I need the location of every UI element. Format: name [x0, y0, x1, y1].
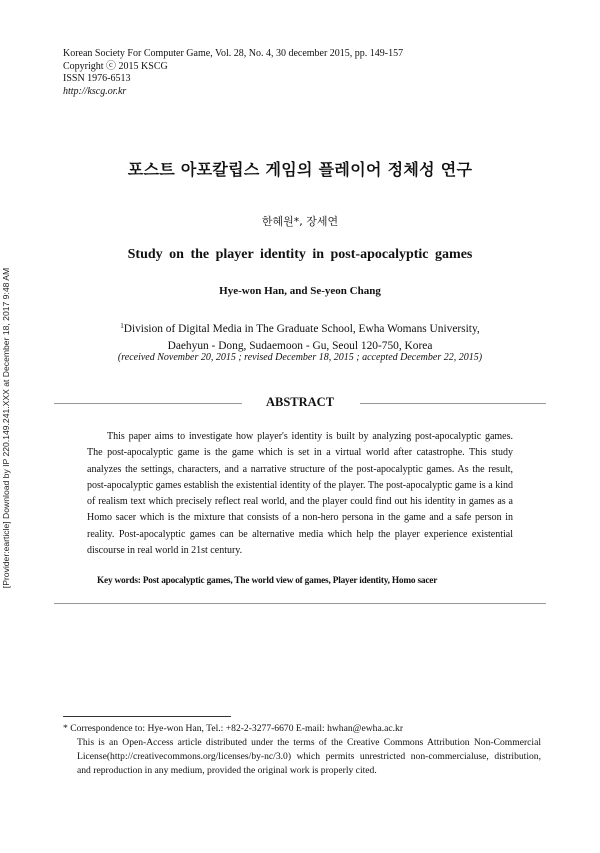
affiliation-text-1: Division of Digital Media in The Graduate School, Ewha Womans University, [123, 323, 480, 335]
download-provenance-text: [Provider:earticle] Download by IP 220.149.241.XXX at December 18, 2017 9:48 AM [1, 267, 11, 589]
journal-url-link[interactable]: http://kscg.or.kr [63, 85, 127, 97]
english-authors: Hye-won Han, and Se-yeon Chang [219, 285, 381, 297]
issn-line: ISSN 1976-6513 [63, 73, 131, 84]
affiliation-marker: 1 [120, 322, 124, 330]
keywords: Key words: Post apocalyptic games, The world view of games, Player identity, Homo sacer [97, 576, 438, 586]
journal-citation: Korean Society For Computer Game, Vol. 28, No. 4, 30 december 2015, pp. 149-157 [63, 48, 404, 59]
abstract-body: This paper aims to investigate how player's identity is built by analyzing post-apocalyptic games. The post-apocalyptic game is the game which is set in a virtual world after catastrophe. This study analyzes the settings, characters, and a narrative structure of the post-apocalyptic games. As the result, post-apocalyptic games establish the existential identity of the player. The post-apocalyptic game is a kind of realism text which precisely reflect real world, and the player could find out his identity in games as a Homo sacer which is the mixture that consists of a non-hero persona in the game and a safe person in reality. Post-apocalyptic games can be alternative media which help the player experience existential discourse in real world in 21st century. [87, 431, 513, 557]
korean-authors: 한혜원*, 장세연 [261, 215, 339, 228]
korean-title: 포스트 아포칼립스 게임의 플레이어 정체성 연구 [127, 160, 473, 179]
abstract-bottom-rule [54, 603, 546, 604]
abstract-heading [54, 395, 546, 411]
journal-header [63, 48, 403, 98]
submission-dates: (received November 20, 2015 ; revised December 18, 2015 ; accepted December 22, 2015) [117, 352, 483, 363]
affiliation [0, 318, 600, 355]
correspondence-note: * Correspondence to: Hye-won Han, Tel.: +82-2-3277-6670 E-mail: hwhan@ewha.ac.kr [63, 723, 404, 734]
license-note: This is an Open-Access article distributed under the terms of the Creative Commons Attribution Non-Commercial License(http://creativecommons.org/licenses/by-nc/3.0) which permits unrestricted non-commercialuse, distribution, and reproduction in any medium, provided the original work is properly cited. [77, 737, 541, 776]
footnote [63, 722, 541, 778]
english-title: Study on the player identity in post-apocalyptic games [127, 247, 473, 262]
copyright-line: Copyright ⓒ 2015 KSCG [63, 60, 168, 72]
affiliation-line-1 [0, 318, 600, 338]
footnote-separator [63, 716, 231, 717]
abstract-rule-right [360, 403, 546, 404]
abstract-heading-label: ABSTRACT [265, 395, 335, 409]
affiliation-line-2: Daehyun - Dong, Sudaemoon - Gu, Seoul 120-750, Korea [167, 340, 433, 352]
